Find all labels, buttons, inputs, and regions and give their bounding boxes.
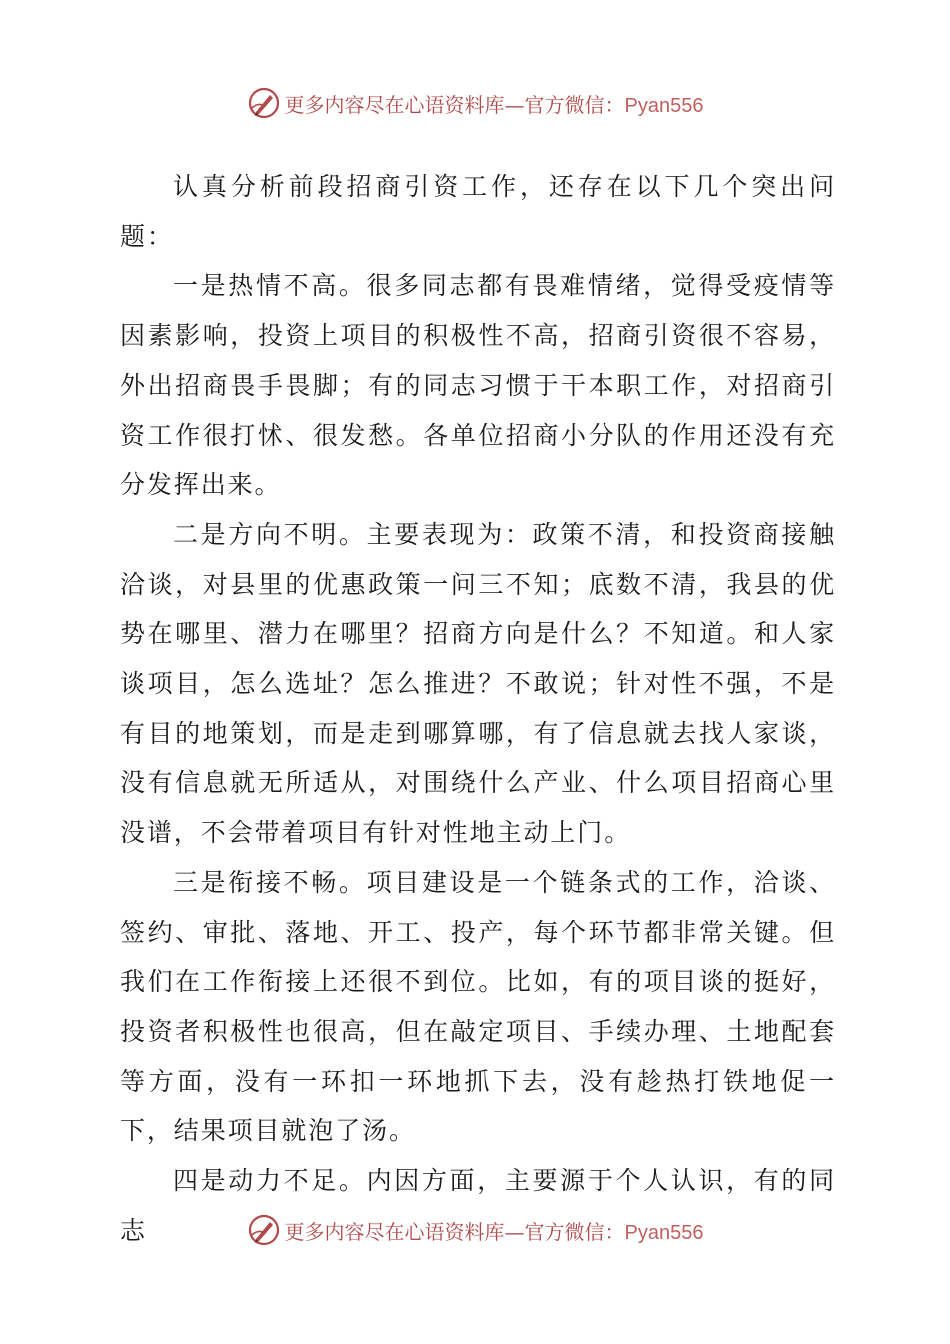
- body-paragraph: 三是衔接不畅。项目建设是一个链条式的工作，洽谈、签约、审批、落地、开工、投产，每个环节都非常关键。但我们在工作衔接上还很不到位。比如，有的项目谈的挺好，投资者积极性也很高，但在敲定项目、手续办理、土地配套等方面，没有一环扣一环地抓下去，没有趁热打铁地促一下，结果项目就泡了汤。: [120, 867, 836, 1146]
- body-paragraph: 认真分析前段招商引资工作，还存在以下几个突出问题：: [120, 172, 836, 251]
- header-watermark-banner: [0, 83, 950, 123]
- header-wechat-label: 官方微信：: [524, 92, 625, 117]
- body-paragraph: 二是方向不明。主要表现为：政策不清，和投资商接触洽谈，对县里的优惠政策一问三不知；底数不清，我县的优势在哪里、潜力在哪里？招商方向是什么？不知道。和人家谈项目，怎么选址？怎么推进？不敢说；针对性不强，不是有目的地策划，而是走到哪算哪，有了信息就去找人家谈，没有信息就无所适从，对围绕什么产业、什么项目招商心里没谱，不会带着项目有针对性地主动上门。: [120, 519, 836, 848]
- pen-logo-icon: [247, 86, 281, 120]
- header-brand: 更多内容尽在心语资料库: [284, 92, 505, 117]
- footer-watermark-text: [285, 1216, 704, 1245]
- pen-logo-icon: [247, 1213, 281, 1247]
- document-body: [120, 162, 836, 1255]
- footer-dash: —: [504, 1219, 525, 1244]
- footer-watermark-banner: [0, 1210, 950, 1250]
- footer-wechat-label: 官方微信：: [524, 1219, 625, 1244]
- body-paragraph: 四是动力不足。内因方面，主要源于个人认识，有的同志: [120, 1166, 836, 1245]
- footer-brand: 更多内容尽在心语资料库: [284, 1219, 505, 1244]
- header-dash: —: [504, 92, 525, 117]
- header-watermark-text: [285, 89, 704, 118]
- body-paragraph: 一是热情不高。很多同志都有畏难情绪，觉得受疫情等因素影响，投资上项目的积极性不高，招商引资很不容易，外出招商畏手畏脚；有的同志习惯于干本职工作，对招商引资工作很打怵、很发愁。各单位招商小分队的作用还没有充分发挥出来。: [120, 271, 836, 500]
- header-wechat-id: Pyan556: [624, 94, 704, 117]
- footer-wechat-id: Pyan556: [624, 1221, 704, 1244]
